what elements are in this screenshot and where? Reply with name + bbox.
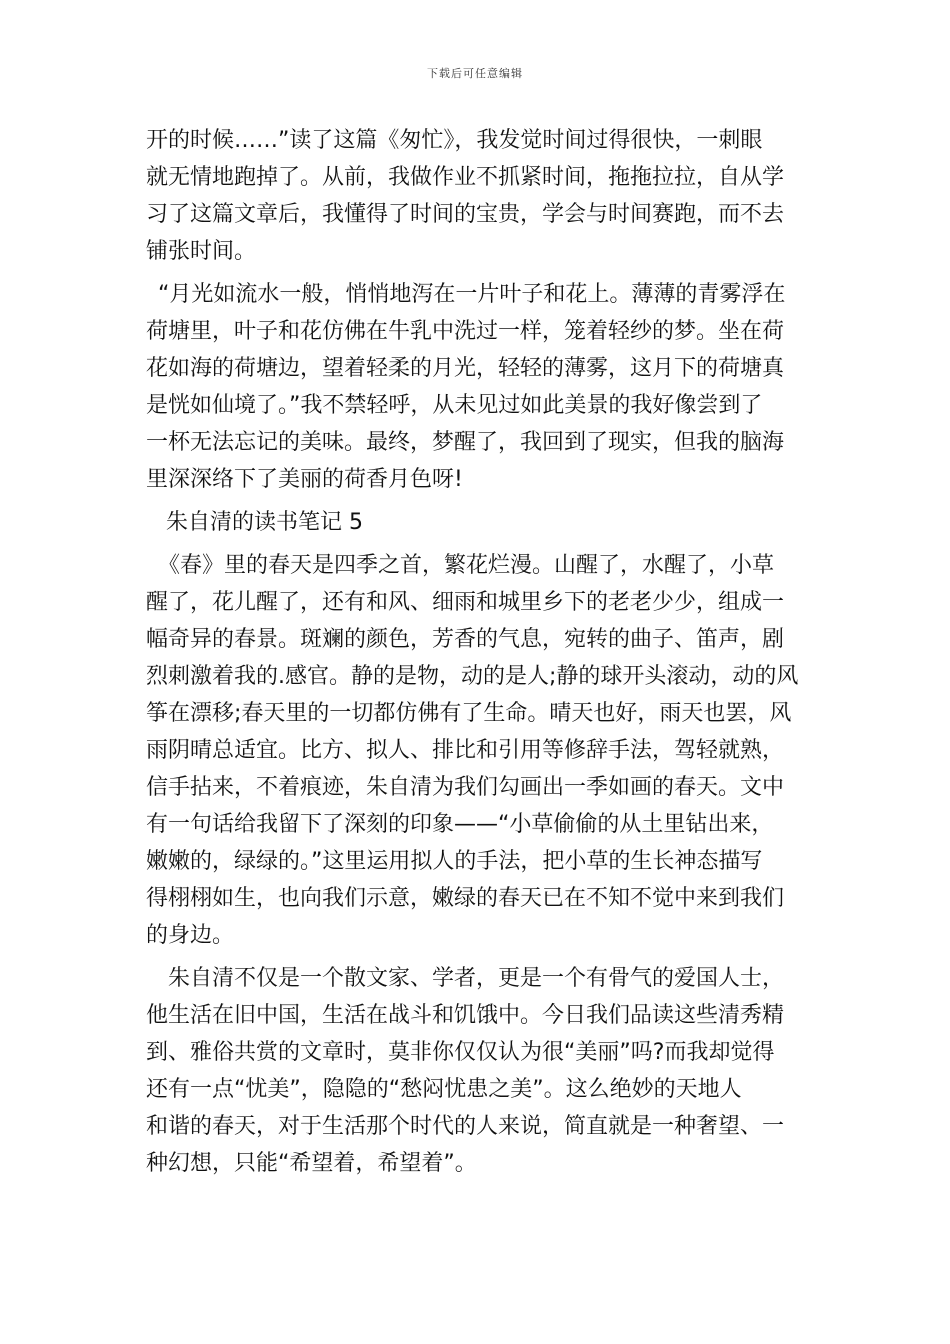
text-line: 种幻想，只能“希望着，希望着”。 xyxy=(146,1151,477,1176)
paragraph xyxy=(146,960,806,1182)
text-line: 习了这篇文章后，我懂得了时间的宝贵，学会与时间赛跑，而不去 xyxy=(146,202,785,227)
text-line: 雨阴晴总适宜。比方、拟人、排比和引用等修辞手法，驾轻就熟， xyxy=(146,738,785,763)
text-line: “月光如流水一般，悄悄地泻在一片叶子和花上。薄薄的青雾浮在 xyxy=(158,282,786,307)
paragraph xyxy=(146,276,806,498)
text-line: 就无情地跑掉了。从前，我做作业不抓紧时间，拖拖拉拉，自从学 xyxy=(146,165,785,190)
text-line: 的身边。 xyxy=(146,923,235,948)
text-line: 烈刺激着我的.感官。静的是物，动的是人;静的球开头滚动，动的风 xyxy=(146,664,799,689)
text-line: 嫩嫩的，绿绿的。”这里运用拟人的手法，把小草的生长神态描写 xyxy=(146,849,763,874)
text-line: 得栩栩如生，也向我们示意，嫩绿的春天已在不知不觉中来到我们 xyxy=(146,886,785,911)
text-line: 铺张时间。 xyxy=(146,239,257,264)
text-line: 花如海的荷塘边，望着轻柔的月光，轻轻的薄雾，这月下的荷塘真 xyxy=(146,356,785,381)
text-line: 是恍如仙境了。”我不禁轻呼，从未见过如此美景的我好像尝到了 xyxy=(146,393,763,418)
text-line: 开的时候……”读了这篇《匆忙》，我发觉时间过得很快，一刺眼 xyxy=(146,128,763,153)
text-line: 和谐的春天，对于生活那个时代的人来说，简直就是一种奢望、一 xyxy=(146,1114,785,1139)
text-line: 朱自清不仅是一个散文家、学者，更是一个有骨气的爱国人士， xyxy=(168,966,785,991)
page-header: 下载后可任意编辑 xyxy=(427,67,523,80)
text-line: 筝在漂移;春天里的一切都仿佛有了生命。晴天也好，雨天也罢，风 xyxy=(146,701,792,726)
text-line: 里深深络下了美丽的荷香月色呀! xyxy=(146,467,463,492)
text-line: 一杯无法忘记的美味。最终，梦醒了，我回到了现实，但我的脑海 xyxy=(146,430,785,455)
text-line: 还有一点“忧美”，隐隐的“愁闷忧患之美”。这么绝妙的天地人 xyxy=(146,1077,742,1102)
paragraph xyxy=(146,547,806,954)
document-body xyxy=(146,122,806,1182)
paragraph xyxy=(146,122,806,270)
text-line: 信手拈来，不着痕迹，朱自清为我们勾画出一季如画的春天。文中 xyxy=(146,775,785,800)
text-line: 有一句话给我留下了深刻的印象——“小草偷偷的从土里钻出来， xyxy=(146,812,774,837)
text-line: 他生活在旧中国，生活在战斗和饥饿中。今日我们品读这些清秀精 xyxy=(146,1003,785,1028)
text-line: 《春》里的春天是四季之首，繁花烂漫。山醒了，水醒了，小草 xyxy=(158,553,775,578)
text-line: 到、雅俗共赏的文章时，莫非你仅仅认为很“美丽”吗?而我却觉得 xyxy=(146,1040,775,1065)
text-line: 幅奇异的春景。斑斓的颜色，芳香的气息，宛转的曲子、笛声，剧 xyxy=(146,627,785,652)
section-heading: 朱自清的读书笔记 5 xyxy=(166,510,363,535)
text-line: 醒了，花儿醒了，还有和风、细雨和城里乡下的老老少少，组成一 xyxy=(146,590,785,615)
text-line: 荷塘里，叶子和花仿佛在牛乳中洗过一样，笼着轻纱的梦。坐在荷 xyxy=(146,319,785,344)
